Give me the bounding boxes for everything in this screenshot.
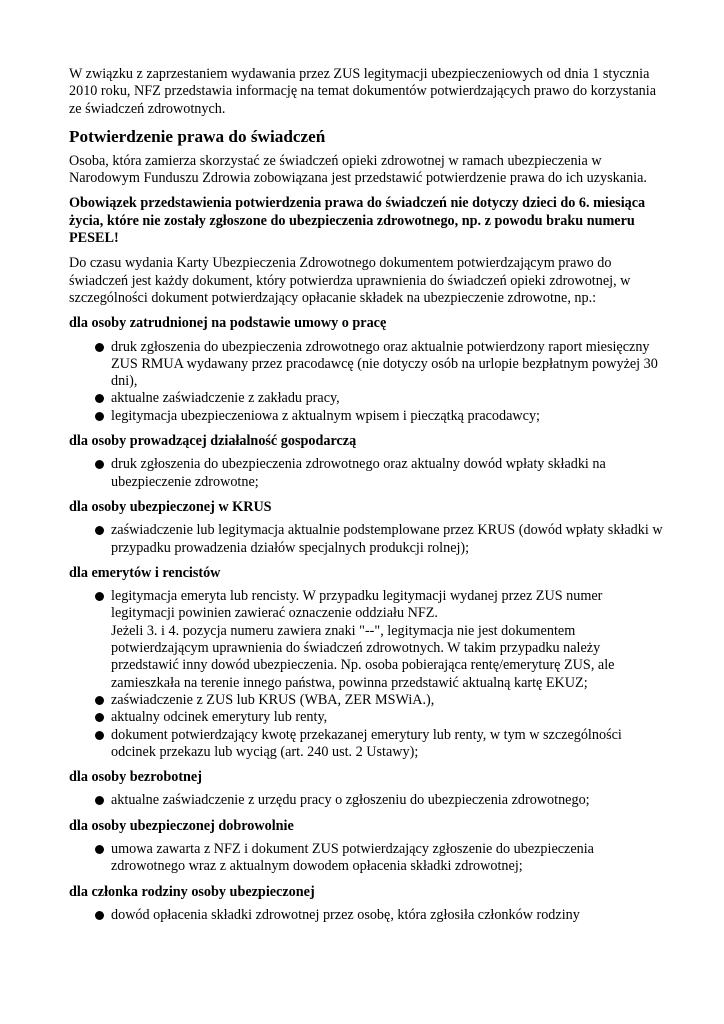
bullet-icon	[95, 460, 104, 469]
section-title-family: dla członka rodziny osoby ubezpieczonej	[69, 883, 315, 900]
bullet-icon	[95, 412, 104, 421]
list-employed	[69, 339, 669, 425]
bullet-icon	[95, 526, 104, 535]
list-item: aktualne zaświadczenie z zakładu pracy,	[69, 390, 669, 407]
list-item: zaświadczenie z ZUS lub KRUS (WBA, ZER MSWiA.),	[69, 692, 669, 709]
list-item: legitymacja emeryta lub rencisty. W przypadku legitymacji wydanej przez ZUS numer legitymacji powinien zawierać oznaczenie oddziału NFZ. Jeżeli 3. i 4. pozycja numeru zawiera znaki "--", legitymacja nie jest dokumentem potwierdzającym uprawnienia do świadczeń zdrowotnych. W takim przypadku należy przedstawić inny dowód ubezpieczenia. Np. osoba pobierająca rentę/emeryturę ZUS, ale zamieszkała na terenie innego państwa, powinna przedstawić aktualną kartę EKUZ;	[69, 588, 669, 692]
intro-paragraph: W związku z zaprzestaniem wydawania przez ZUS legitymacji ubezpieczeniowych od dnia 1 stycznia 2010 roku, NFZ przedstawia informację na temat dokumentów potwierdzających prawo do korzystania ze świadczeń zdrowotnych.	[69, 66, 657, 117]
list-item: aktualny odcinek emerytury lub renty,	[69, 709, 669, 726]
bullet-icon	[95, 845, 104, 854]
section-title-unemployed: dla osoby bezrobotnej	[69, 769, 202, 786]
bullet-icon	[95, 394, 104, 403]
list-krus	[69, 522, 669, 557]
list-item: umowa zawarta z NFZ i dokument ZUS potwierdzający zgłoszenie do ubezpieczenia zdrowotnego wraz z aktualnym dowodem opłacenia składki zdrowotnej;	[69, 841, 669, 876]
bullet-icon	[95, 796, 104, 805]
list-unemployed	[69, 792, 669, 809]
section-title-retirees: dla emerytów i rencistów	[69, 564, 221, 581]
list-item: legitymacja ubezpieczeniowa z aktualnym wpisem i pieczątką pracodawcy;	[69, 408, 669, 425]
list-item: zaświadczenie lub legitymacja aktualnie podstemplowane przez KRUS (dowód wpłaty składki w przypadku prowadzenia działów specjalnych produkcji rolnej);	[69, 522, 669, 557]
list-item: dowód opłacenia składki zdrowotnej przez osobę, która zgłosiła członków rodziny	[69, 907, 669, 924]
bullet-icon	[95, 713, 104, 722]
section-title-krus: dla osoby ubezpieczonej w KRUS	[69, 498, 272, 515]
list-item: druk zgłoszenia do ubezpieczenia zdrowotnego oraz aktualny dowód wpłaty składki na ubezpieczenie zdrowotne;	[69, 456, 669, 491]
notice-paragraph: Obowiązek przedstawienia potwierdzenia prawa do świadczeń nie dotyczy dzieci do 6. miesiąca życia, które nie zostały zgłoszone do ubezpieczenia zdrowotnego, np. z powodu braku numeru PESEL!	[69, 195, 646, 247]
bullet-icon	[95, 911, 104, 920]
section-title-employed: dla osoby zatrudnionej na podstawie umowy o pracę	[69, 315, 387, 332]
list-item: aktualne zaświadczenie z urzędu pracy o zgłoszeniu do ubezpieczenia zdrowotnego;	[69, 792, 669, 809]
bullet-icon	[95, 343, 104, 352]
bullet-icon	[95, 731, 104, 740]
section-heading: Potwierdzenie prawa do świadczeń	[69, 126, 326, 146]
list-retirees	[69, 588, 669, 761]
section-title-business: dla osoby prowadzącej działalność gospodarczą	[69, 433, 357, 450]
bullet-icon	[95, 592, 104, 601]
section-title-voluntary: dla osoby ubezpieczonej dobrowolnie	[69, 817, 294, 834]
list-item: dokument potwierdzający kwotę przekazanej emerytury lub renty, w tym w szczególności odcinek przekazu lub wyciąg (art. 240 ust. 2 Ustawy);	[69, 727, 669, 762]
list-item-note: Jeżeli 3. i 4. pozycja numeru zawiera znaki "--", legitymacja nie jest dokumentem potwierdzającym uprawnienia do świadczeń zdrowotnych. W takim przypadku należy przedstawić inny dowód ubezpieczenia. Np. osoba pobierająca rentę/emeryturę ZUS, ale zamieszkała na terenie innego państwa, powinna przedstawić aktualną kartę EKUZ;	[111, 622, 615, 691]
document-page	[69, 66, 669, 932]
list-item: druk zgłoszenia do ubezpieczenia zdrowotnego oraz aktualnie potwierdzony raport miesięczny ZUS RMUA wydawany przez pracodawcę (nie dotyczy osób na urlopie bezpłatnym powyżej 30 dni),	[69, 339, 669, 391]
bullet-icon	[95, 696, 104, 705]
list-voluntary	[69, 841, 669, 876]
paragraph-2: Do czasu wydania Karty Ubezpieczenia Zdrowotnego dokumentem potwierdzającym prawo do świadczeń jest każdy dokument, który potwierdza uprawnienia do świadczeń opieki zdrowotnej, w szczególności dokument potwierdzający opłacanie składek na ubezpieczenie zdrowotne, np.:	[69, 255, 631, 306]
list-family	[69, 907, 669, 924]
paragraph-1: Osoba, która zamierza skorzystać ze świadczeń opieki zdrowotnej w ramach ubezpieczenia w Narodowym Funduszu Zdrowia zobowiązana jest przedstawić potwierdzenie prawa do ich uzyskania.	[69, 152, 647, 187]
list-business	[69, 456, 669, 491]
